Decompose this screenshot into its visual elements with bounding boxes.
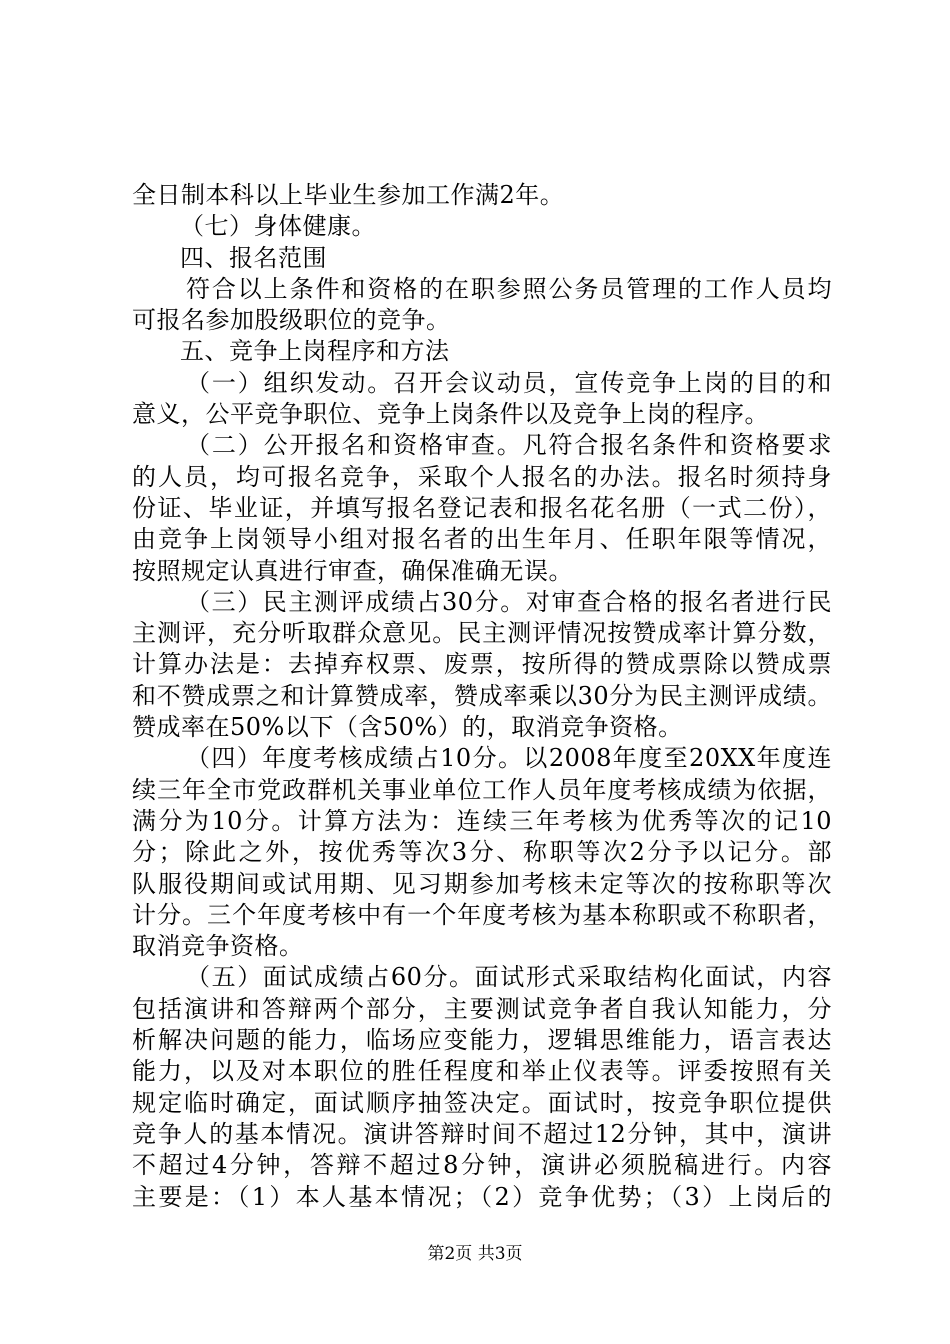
text-line: 包括演讲和答辩两个部分，主要测试竞争者自我认知能力，分 — [132, 994, 832, 1023]
text-line: 的人员，均可报名竞争，采取个人报名的办法。报名时须持身 — [132, 462, 832, 491]
text-line: 能力，以及对本职位的胜任程度和举止仪表等。评委按照有关 — [132, 1057, 832, 1086]
section-heading: 四、报名范围 — [180, 243, 327, 272]
page-number-footer: 第2页 共3页 — [427, 1244, 523, 1264]
text-line: （一）组织发动。召开会议动员，宣传竞争上岗的目的和 — [186, 368, 832, 397]
text-line: 全日制本科以上毕业生参加工作满2年。 — [132, 181, 565, 209]
text-line: （七）身体健康。 — [180, 212, 376, 241]
text-line: 队服役期间或试用期、见习期参加考核未定等次的按称职等次 — [132, 869, 832, 898]
text-line: 按照规定认真进行审查，确保准确无误。 — [132, 556, 573, 585]
text-line: 意义，公平竞争职位、竞争上岗条件以及竞争上岗的程序。 — [132, 400, 769, 429]
text-line: 满分为10分。计算方法为：连续三年考核为优秀等次的记10 — [132, 806, 832, 835]
text-line: （五）面试成绩占60分。面试形式采取结构化面试，内容 — [186, 963, 832, 992]
text-line: （四）年度考核成绩占10分。以2008年度至20XX年度连 — [186, 744, 832, 773]
text-line: （二）公开报名和资格审查。凡符合报名条件和资格要求 — [186, 431, 832, 460]
text-line: 可报名参加股级职位的竞争。 — [132, 306, 451, 335]
text-line: 赞成率在50%以下（含50%）的，取消竞争资格。 — [132, 713, 683, 742]
text-line: 取消竞争资格。 — [132, 932, 304, 961]
text-line: 规定临时确定，面试顺序抽签决定。面试时，按竞争职位提供 — [132, 1088, 832, 1117]
text-line: 份证、毕业证，并填写报名登记表和报名花名册（一式二份）， — [132, 493, 832, 522]
text-line: 符合以上条件和资格的在职参照公务员管理的工作人员均 — [186, 274, 832, 303]
text-line: 析解决问题的能力，临场应变能力，逻辑思维能力，语言表达 — [132, 1026, 832, 1055]
text-line: 主测评，充分听取群众意见。民主测评情况按赞成率计算分数， — [132, 619, 832, 648]
text-line: 计算办法是：去掉弃权票、废票，按所得的赞成票除以赞成票 — [132, 650, 832, 679]
text-line: 和不赞成票之和计算赞成率，赞成率乘以30分为民主测评成绩。 — [132, 681, 832, 710]
text-line: 分；除此之外，按优秀等次3分、称职等次2分予以记分。部 — [132, 838, 832, 867]
text-line: 续三年全市党政群机关事业单位工作人员年度考核成绩为依据， — [132, 775, 832, 804]
text-line: 由竞争上岗领导小组对报名者的出生年月、任职年限等情况， — [132, 525, 832, 554]
text-line: 不超过4分钟，答辩不超过8分钟，演讲必须脱稿进行。内容 — [132, 1151, 832, 1180]
text-line: 主要是：（1）本人基本情况；（2）竞争优势；（3）上岗后的 — [132, 1182, 832, 1211]
text-line: 计分。三个年度考核中有一个年度考核为基本称职或不称职者， — [132, 900, 832, 929]
text-line: 竞争人的基本情况。演讲答辩时间不超过12分钟，其中，演讲 — [132, 1119, 832, 1148]
document-body — [132, 180, 832, 1213]
text-line: （三）民主测评成绩占30分。对审查合格的报名者进行民 — [186, 587, 832, 616]
section-heading: 五、竞争上岗程序和方法 — [180, 337, 450, 366]
